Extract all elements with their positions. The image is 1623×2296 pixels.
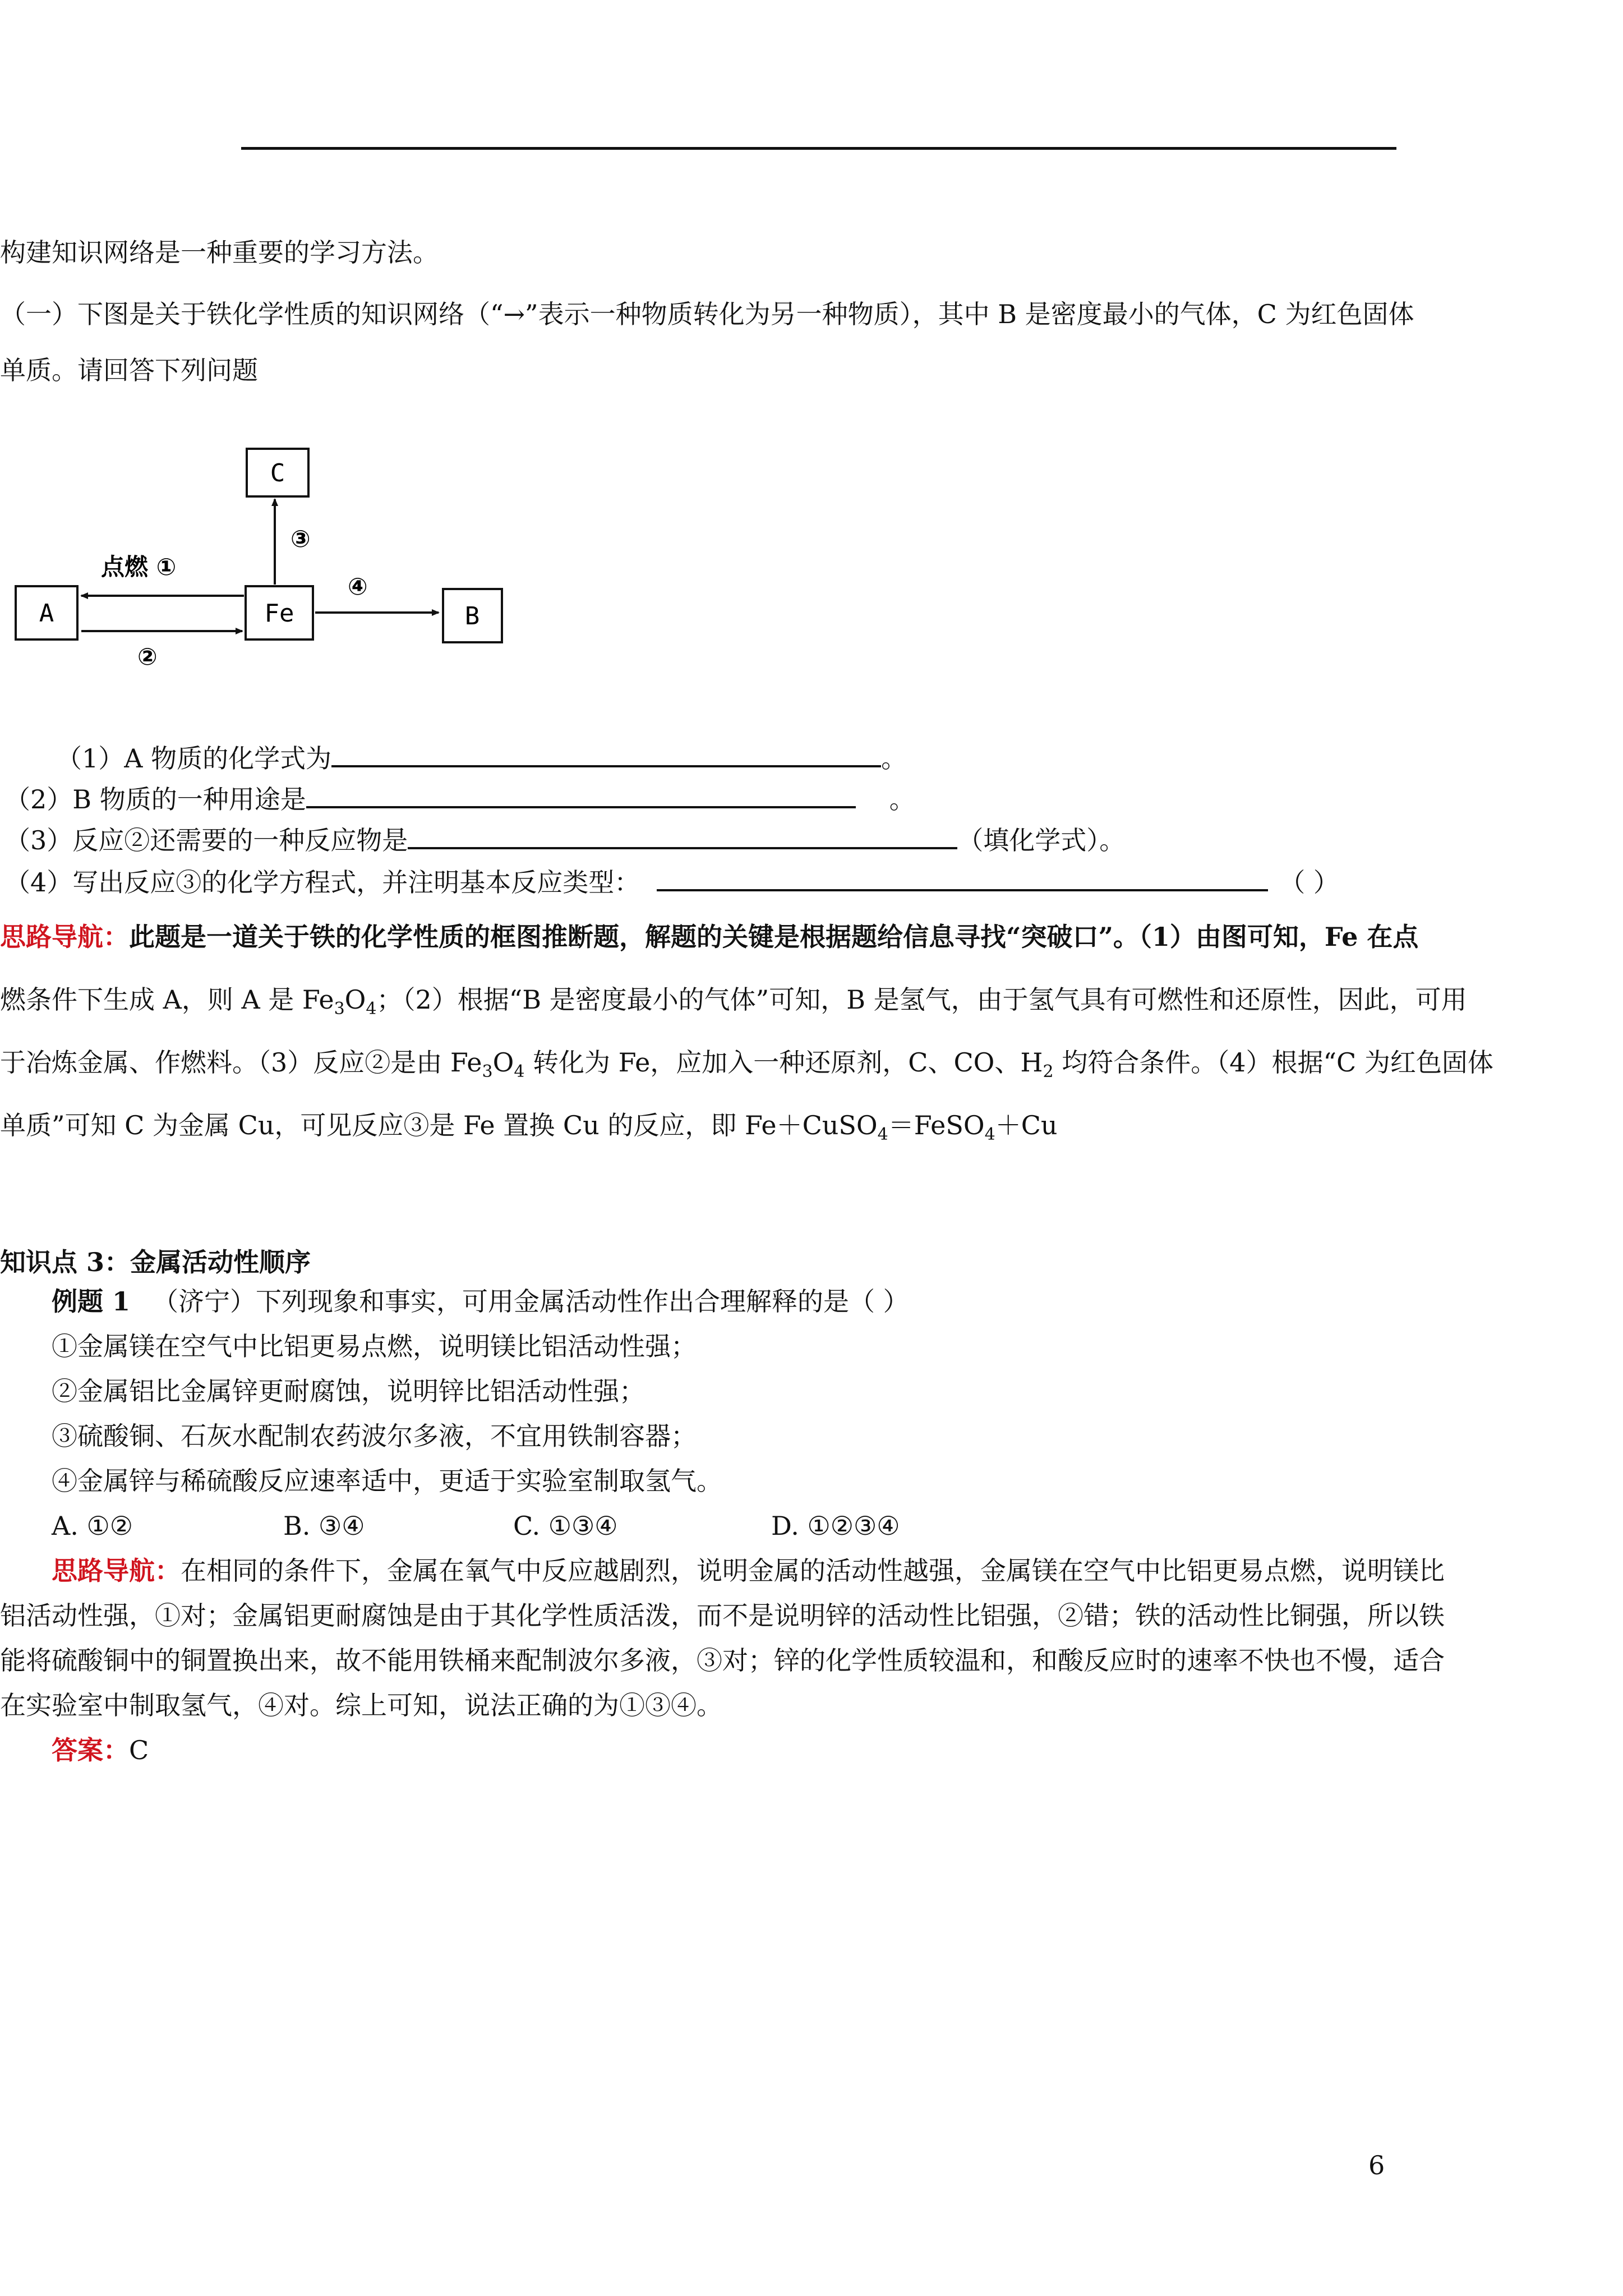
- box-fe: [246, 586, 313, 639]
- analysis-1-line-1: 思路导航：此题是一道关于铁的化学性质的框图推断题，解题的关键是根据题给信息寻找“突破口”。（1）由图可知，Fe 在点: [0, 922, 1419, 952]
- choice-a[interactable]: A. ①②: [52, 1511, 133, 1541]
- statement-2: ②金属铝比金属锌更耐腐蚀，说明锌比铝活动性强；: [52, 1376, 645, 1406]
- label-reaction-1: 点燃 ①: [101, 553, 177, 581]
- box-c: [247, 449, 308, 496]
- box-c-label: C: [270, 459, 285, 487]
- question-3-text: （3）反应②还需要的一种反应物是: [4, 825, 408, 855]
- question-intro-line-1: （一）下图是关于铁化学性质的知识网络（“→”表示一种物质转化为另一种物质），其中 B 是密度最小的气体，C 为红色固体: [0, 299, 1414, 329]
- statement-3: ③硫酸铜、石灰水配制农药波尔多液，不宜用铁制容器；: [52, 1421, 697, 1451]
- analysis-2-line-3: 能将硫酸铜中的铜置换出来，故不能用铁桶来配制波尔多液，③对；锌的化学性质较温和，和酸反应时的速率不快也不慢，适合: [0, 1645, 1445, 1676]
- box-b-label: B: [464, 602, 480, 631]
- intro-text: 构建知识网络是一种重要的学习方法。: [0, 237, 439, 268]
- question-4-end: （ ）: [1279, 867, 1339, 898]
- question-1: [56, 740, 907, 775]
- question-2-text: （2）B 物质的一种用途是: [4, 784, 306, 815]
- answer-blank-3[interactable]: [408, 822, 957, 849]
- analysis-1-line-2: 燃条件下生成 A，则 A 是 $Fe_3O_4$；（2）根据“B 是密度最小的气体”可知，B 是氢气，由于氢气具有可燃性和还原性，因此，可用: [0, 984, 1467, 1019]
- example-label: 例题 1: [52, 1286, 131, 1317]
- label-reaction-3: ③: [291, 525, 311, 553]
- box-a-label: A: [39, 599, 54, 628]
- answer-blank-4[interactable]: [657, 864, 1268, 891]
- question-intro-line-2: 单质。请回答下列问题: [0, 355, 258, 385]
- label-reaction-4: ④: [348, 573, 368, 600]
- statement-1: ①金属镁在空气中比铝更易点燃，说明镁比铝活动性强；: [52, 1331, 697, 1361]
- analysis-2-label: 思路导航：: [52, 1556, 181, 1586]
- example-text: （济宁）下列现象和事实，可用金属活动性作出合理解释的是（ ）: [153, 1286, 909, 1317]
- header-rule: [241, 147, 1396, 150]
- page-number: 6: [1368, 2150, 1385, 2180]
- analysis-1-line-4: 单质”可知 C 为金属 Cu，可见反应③是 Fe 置换 Cu 的反应，即 Fe＋CuSO$_4$＝FeSO$_4$＋Cu: [0, 1110, 1058, 1144]
- question-3-end: （填化学式）。: [957, 825, 1126, 855]
- question-4: [4, 864, 1339, 899]
- answer-blank-2[interactable]: [306, 781, 856, 808]
- choice-b[interactable]: B. ③④: [283, 1511, 365, 1541]
- question-2-end: 。: [889, 784, 915, 815]
- example-1: [52, 1285, 909, 1318]
- box-fe-label: Fe: [264, 599, 294, 628]
- question-4-text: （4）写出反应③的化学方程式，并注明基本反应类型：: [4, 867, 640, 898]
- choice-d[interactable]: D. ①②③④: [771, 1511, 900, 1541]
- box-a: [16, 586, 77, 639]
- question-3: [4, 822, 1125, 857]
- analysis-1-line-3: 于冶炼金属、作燃料。（3）反应②是由 $Fe_3O_4$ 转化为 Fe，应加入一种还原剂，C、CO、$H_2$ 均符合条件。（4）根据“C 为红色固体: [0, 1047, 1493, 1082]
- question-1-end: 。: [881, 743, 907, 774]
- section-heading: 知识点 3：金属活动性顺序: [0, 1247, 311, 1277]
- statement-4: ④金属锌与稀硫酸反应速率适中，更适于实验室制取氢气。: [52, 1466, 722, 1496]
- question-2: [4, 781, 915, 816]
- choice-c[interactable]: C. ①③④: [513, 1511, 618, 1541]
- answer-value: C: [129, 1735, 149, 1765]
- analysis-1-label: 思路导航：: [0, 922, 129, 952]
- analysis-2-line-2: 铝活动性强，①对；金属铝更耐腐蚀是由于其化学性质活泼，而不是说明锌的活动性比铝强，②错；铁的活动性比铜强，所以铁: [0, 1600, 1445, 1631]
- analysis-2-line-1: 思路导航：在相同的条件下，金属在氧气中反应越剧烈，说明金属的活动性越强，金属镁在空气中比铝更易点燃，说明镁比: [52, 1556, 1445, 1586]
- iron-reaction-diagram: [11, 438, 516, 679]
- analysis-2-line-4: 在实验室中制取氢气，④对。综上可知，说法正确的为①③④。: [0, 1690, 722, 1720]
- box-b: [443, 589, 502, 642]
- answer-blank-1[interactable]: [331, 740, 881, 767]
- label-reaction-2: ②: [137, 643, 158, 670]
- answer-line: [52, 1733, 149, 1767]
- answer-label: 答案：: [52, 1735, 129, 1765]
- question-1-text: （1）A 物质的化学式为: [56, 743, 332, 774]
